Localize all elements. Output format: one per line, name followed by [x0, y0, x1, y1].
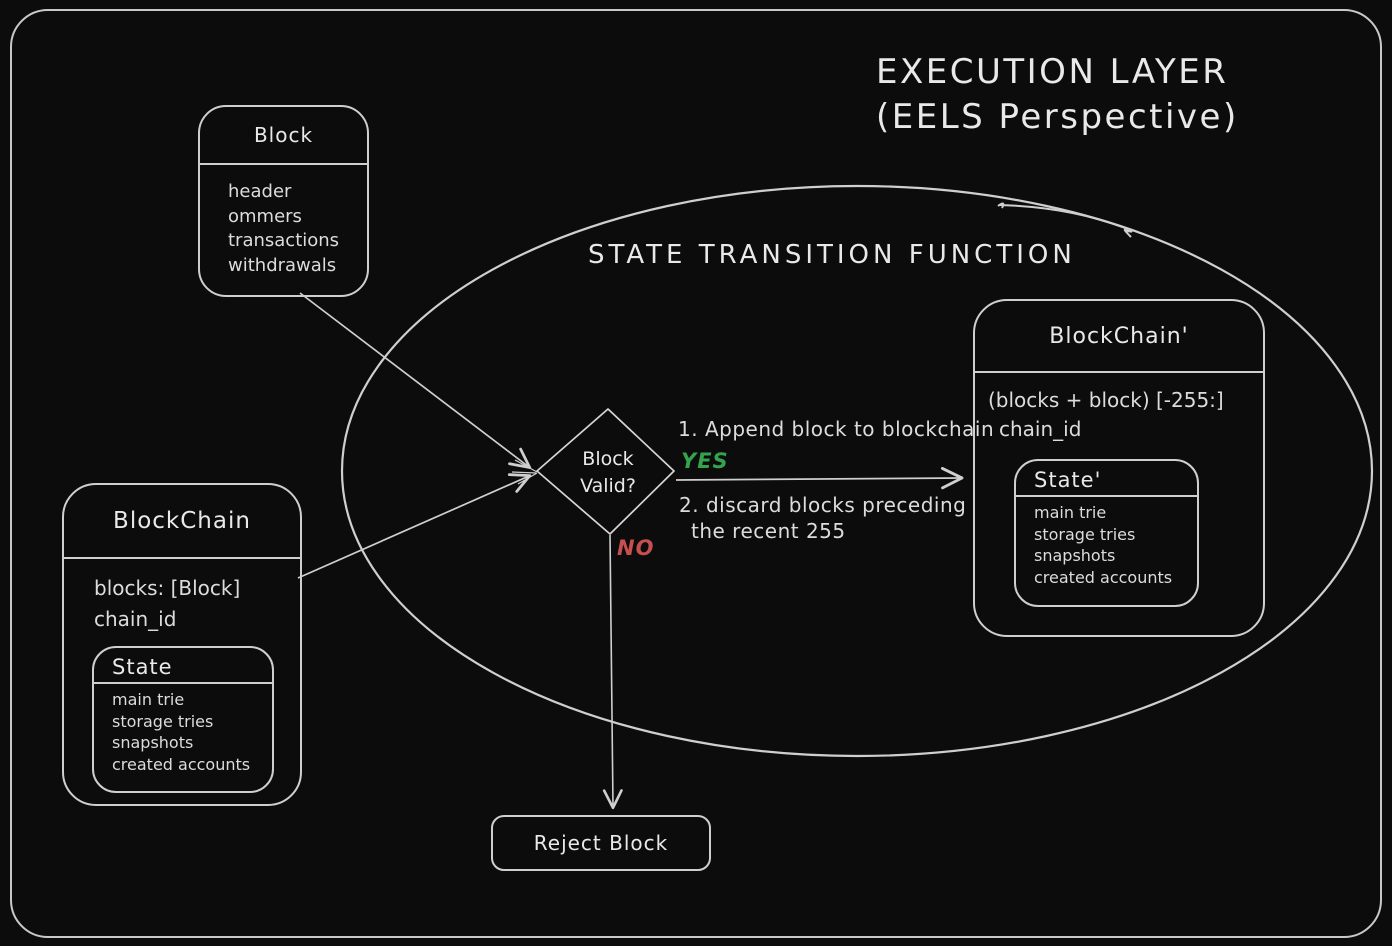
block-box-title: Block: [253, 123, 314, 147]
blockchain-box-fields: [64, 559, 300, 635]
arrow-yes: [676, 478, 961, 480]
block-box: [198, 105, 369, 297]
state-prime-field: main trie: [1034, 503, 1107, 522]
arrow-block-to-diamond: [300, 293, 529, 467]
blockchain-prime-box-title: BlockChain': [1049, 323, 1189, 349]
state-field: storage tries: [112, 711, 214, 731]
blockchain-prime-box: [973, 299, 1265, 637]
yes-step-2-note-line1: 2. discard blocks preceding: [679, 493, 967, 517]
state-prime-box: [1014, 459, 1199, 607]
yes-step-1-note: 1. Append block to blockchain: [678, 417, 995, 441]
decision-line2: Valid?: [580, 475, 636, 497]
state-field: snapshots: [112, 733, 194, 752]
blockchain-prime-field: (blocks + block) [-255:]: [988, 388, 1224, 412]
state-box-fields: [94, 684, 272, 775]
ellipse-sketch-stroke: [998, 203, 1132, 237]
blockchain-prime-field: chain_id: [999, 417, 1082, 441]
arrow-no: [610, 535, 613, 807]
state-prime-field: created accounts: [1034, 567, 1173, 587]
block-field: withdrawals: [228, 254, 337, 276]
decision-diamond-label: [548, 446, 668, 500]
yes-edge-label: YES: [681, 449, 729, 473]
reject-block-box: [491, 815, 711, 871]
state-field: created accounts: [112, 754, 251, 774]
block-field: transactions: [228, 230, 340, 251]
state-prime-box-fields: [1016, 497, 1197, 588]
state-prime-box-title: State': [1034, 468, 1102, 492]
page-title: [876, 50, 1239, 140]
state-prime-field: storage tries: [1034, 524, 1136, 544]
block-field: ommers: [228, 205, 302, 227]
stf-ellipse-label: STATE TRANSITION FUNCTION: [588, 240, 1076, 270]
block-field: header: [228, 181, 292, 202]
state-field: main trie: [112, 690, 185, 709]
block-box-fields: [200, 165, 367, 278]
state-prime-field: snapshots: [1034, 546, 1116, 565]
blockchain-prime-box-fields: [975, 373, 1263, 444]
arrow-blockchain-to-diamond: [298, 476, 529, 578]
state-box: [92, 646, 274, 793]
page-title-line1: EXECUTION LAYER: [876, 52, 1229, 92]
blockchain-field: blocks: [Block]: [94, 576, 241, 600]
state-box-title: State: [112, 655, 173, 679]
decision-line1: Block: [582, 448, 634, 470]
blockchain-box-title: BlockChain: [113, 508, 251, 534]
blockchain-box: [62, 483, 302, 806]
reject-block-label: Reject Block: [533, 831, 669, 855]
page-title-line2: (EELS Perspective): [876, 97, 1239, 137]
yes-step-2-note-line2: the recent 255: [691, 519, 846, 543]
blockchain-field: chain_id: [94, 607, 177, 631]
no-edge-label: NO: [617, 536, 655, 560]
